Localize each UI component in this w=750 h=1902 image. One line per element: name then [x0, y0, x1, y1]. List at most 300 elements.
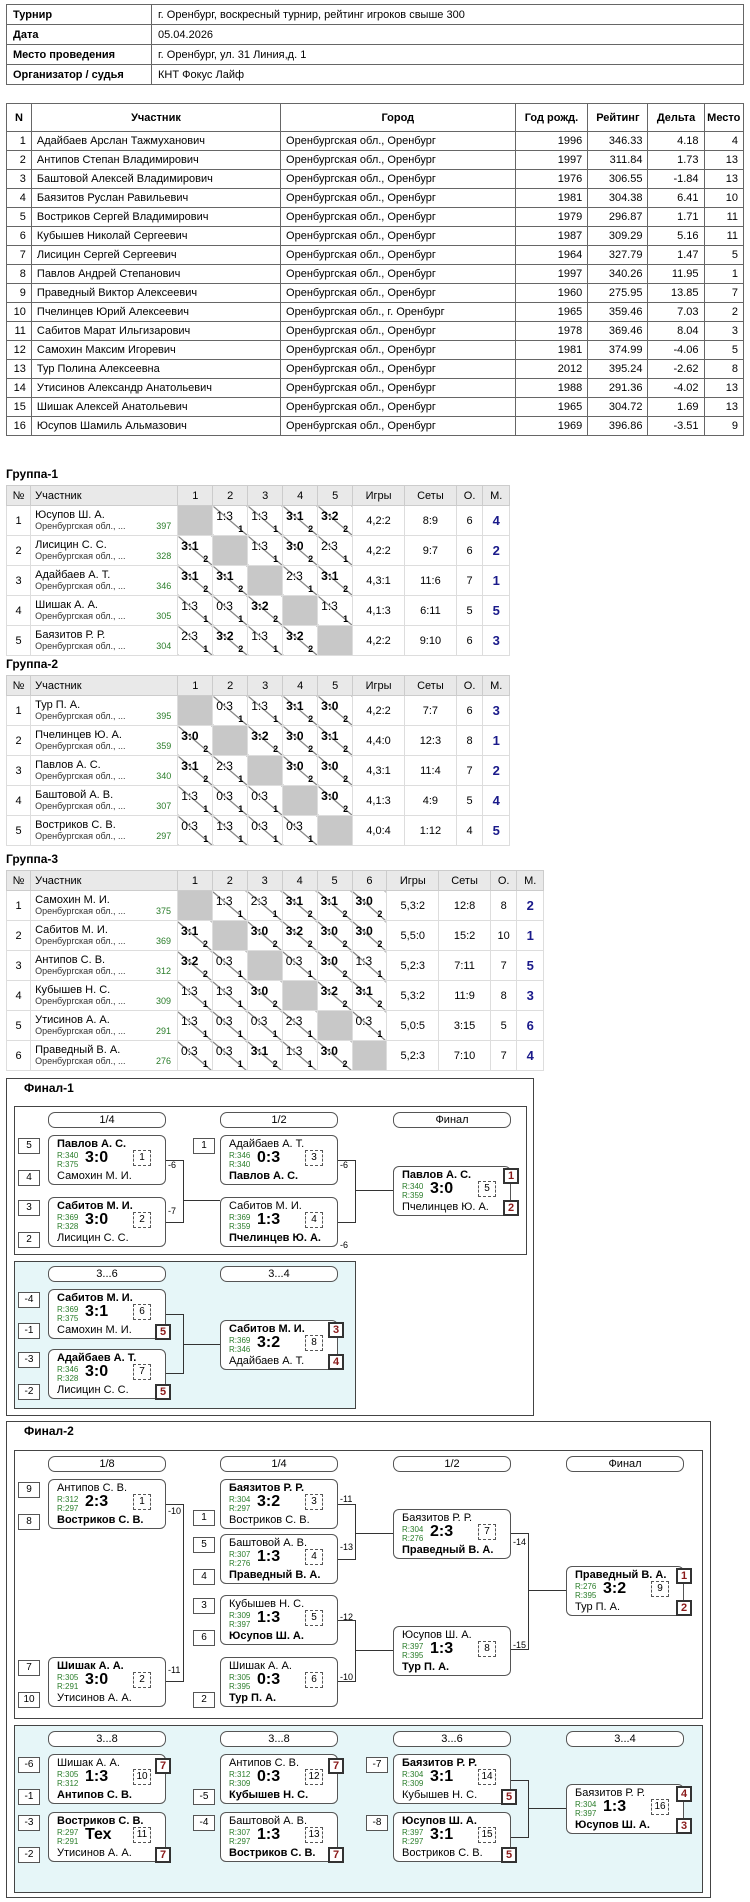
player-cell: Востриков Сергей Владимирович: [31, 208, 280, 227]
group-header-cell: 3: [247, 871, 282, 891]
seed-box: 8: [18, 1514, 40, 1530]
match-player-1: Павлов А. С.: [402, 1169, 472, 1181]
round-header: 1/4: [220, 1456, 338, 1472]
score-points: 2: [377, 939, 383, 949]
group-place: 5: [517, 951, 544, 981]
match-card: [48, 1754, 166, 1804]
group-score-cell: [283, 566, 318, 596]
player-cell: Оренбургская обл., Оренбург: [281, 417, 516, 436]
group-score-cell: [178, 726, 213, 756]
player-cell: 11.95: [648, 265, 704, 284]
match-score: 3:2: [603, 1580, 627, 1597]
score-points: 2: [308, 554, 314, 564]
match-number: 15: [478, 1827, 496, 1843]
player-cell: 1976: [515, 170, 588, 189]
score-text: 3:2: [285, 924, 304, 938]
group-games: 4,3:1: [353, 756, 405, 786]
player-cell: 5: [704, 246, 743, 265]
group-header-cell: 3: [248, 486, 283, 506]
group-row: [7, 1011, 544, 1041]
group-score-cell: [212, 981, 247, 1011]
player-cell: Утисинов Александр Анатольевич: [31, 379, 280, 398]
match-rating-1: R:312: [57, 1495, 79, 1504]
group-header-cell: 6: [352, 871, 387, 891]
group-header-cell: Участник: [31, 486, 178, 506]
group-score-cell: [317, 921, 352, 951]
score-text: 3:1: [286, 699, 304, 713]
group-games: 5,2:3: [387, 951, 439, 981]
player-cell: 1997: [515, 151, 588, 170]
group-header-cell: Участник: [31, 871, 178, 891]
group-games: 4,2:2: [353, 506, 405, 536]
player-cell: 304.38: [588, 189, 648, 208]
bracket-line: [184, 1344, 220, 1345]
group-participant: [31, 536, 178, 566]
match-card: [393, 1166, 511, 1216]
match-player-2: Тур П. А.: [402, 1661, 450, 1673]
player-cell: Оренбургская обл., Оренбург: [281, 341, 516, 360]
group-1-table: [6, 485, 510, 656]
group-participant: [31, 696, 178, 726]
seed-box: 7: [18, 1660, 40, 1676]
loser-ref: -13: [340, 1542, 354, 1552]
place-box: 5: [501, 1789, 517, 1805]
group-header-cell: 4: [282, 871, 317, 891]
player-cell: Оренбургская обл., Оренбург: [281, 246, 516, 265]
seed-box: -5: [193, 1789, 215, 1805]
player-row: [7, 303, 744, 322]
match-rating-2: R:375: [57, 1160, 79, 1169]
player-cell: 12: [7, 341, 32, 360]
score-text: 3:2: [216, 629, 234, 643]
final-2-title: Финал-2: [24, 1424, 74, 1438]
match-score: 2:3: [430, 1523, 454, 1540]
match-card: [393, 1754, 511, 1804]
match-rating-2: R:297: [229, 1504, 251, 1513]
match-card: [220, 1754, 338, 1804]
seed-box: -3: [18, 1352, 40, 1368]
group-cell-self: [283, 596, 318, 626]
match-player-1: Праведный В. А.: [575, 1569, 667, 1581]
round-header: 1/2: [220, 1112, 338, 1128]
player-cell: 1.69: [648, 398, 704, 417]
score-points: 2: [272, 939, 278, 949]
seed-box: -8: [366, 1815, 388, 1831]
score-text: 1:3: [215, 894, 233, 908]
match-rating-1: R:297: [57, 1828, 79, 1837]
participant-city: Оренбургская обл., ...: [35, 580, 126, 591]
player-cell: Адайбаев Арслан Тажмуханович: [31, 132, 280, 151]
group-place: 4: [483, 786, 510, 816]
score-text: 3:2: [251, 599, 269, 613]
match-number: 8: [305, 1335, 323, 1351]
group-header-cell: М.: [483, 676, 510, 696]
match-rating-2: R:340: [229, 1160, 251, 1169]
match-rating-2: R:397: [229, 1620, 251, 1629]
group-sets: 6:11: [404, 596, 456, 626]
score-points: 2: [343, 524, 349, 534]
place-box: 5: [501, 1847, 517, 1863]
match-player-1: Баштовой А. В.: [229, 1815, 308, 1827]
score-points: 1: [308, 584, 314, 594]
player-cell: 1964: [515, 246, 588, 265]
participant-name: Сабитов М. И.: [35, 923, 108, 936]
player-cell: 8: [7, 265, 32, 284]
group-score-cell: [248, 786, 283, 816]
player-cell: 309.29: [588, 227, 648, 246]
match-rating-1: R:304: [229, 1495, 251, 1504]
info-row: [7, 5, 744, 25]
seed-box: -3: [18, 1815, 40, 1831]
player-row: [7, 151, 744, 170]
score-points: 2: [203, 744, 209, 754]
group-header-cell: О.: [456, 676, 483, 696]
player-cell: 13: [7, 360, 32, 379]
match-player-2: Востриков С. В.: [229, 1847, 316, 1859]
player-cell: 2: [7, 151, 32, 170]
score-points: 1: [377, 1029, 383, 1039]
group-place: 3: [517, 981, 544, 1011]
score-text: 3:0: [321, 789, 339, 803]
group-score-cell: [283, 536, 318, 566]
score-points: 2: [203, 584, 209, 594]
player-cell: 1997: [515, 265, 588, 284]
loser-ref: -12: [340, 1612, 354, 1622]
group-score-cell: [213, 786, 248, 816]
participant-city: Оренбургская обл., ...: [35, 995, 126, 1006]
score-text: 2:3: [250, 894, 268, 908]
seed-box: 4: [193, 1569, 215, 1585]
score-points: 1: [238, 834, 244, 844]
player-cell: 359.46: [588, 303, 648, 322]
score-text: 3:1: [286, 509, 304, 523]
match-card: [220, 1197, 338, 1247]
match-player-2: Лисицин С. С.: [57, 1384, 129, 1396]
player-cell: 1: [7, 132, 32, 151]
score-text: 3:0: [320, 924, 338, 938]
group-sets: 9:10: [404, 626, 456, 656]
score-points: 2: [377, 909, 383, 919]
player-cell: Кубышев Николай Сергеевич: [31, 227, 280, 246]
player-row: [7, 246, 744, 265]
match-player-2: Утисинов А. А.: [57, 1692, 132, 1704]
score-points: 1: [203, 644, 209, 654]
match-number: 9: [651, 1581, 669, 1597]
match-score: 3:0: [430, 1180, 454, 1197]
match-number: 16: [651, 1799, 669, 1815]
participant-city: Оренбургская обл., ...: [35, 830, 126, 841]
player-row: [7, 341, 744, 360]
info-row: [7, 65, 744, 85]
group-place: 3: [483, 696, 510, 726]
group-score-cell: [282, 891, 317, 921]
score-points: 1: [202, 1059, 208, 1069]
score-points: 2: [238, 584, 244, 594]
score-text: 1:3: [355, 954, 373, 968]
group-score-cell: [213, 696, 248, 726]
match-rating-1: R:340: [57, 1151, 79, 1160]
score-points: 2: [308, 644, 314, 654]
group-score-cell: [178, 816, 213, 846]
score-points: 1: [203, 834, 209, 844]
player-cell: 4: [7, 189, 32, 208]
player-cell: 8.04: [648, 322, 704, 341]
match-rating-1: R:309: [229, 1611, 251, 1620]
bracket-line: [338, 1620, 356, 1682]
group-row: [7, 921, 544, 951]
seed-box: -4: [193, 1815, 215, 1831]
group-row-number: 5: [7, 816, 31, 846]
match-rating-1: R:397: [402, 1642, 424, 1651]
group-row-number: 5: [7, 626, 31, 656]
group-score-cell: [318, 566, 353, 596]
match-player-1: Шишак А. А.: [57, 1660, 124, 1672]
score-text: 0:3: [216, 789, 233, 803]
group-games: 4,2:2: [353, 626, 405, 656]
bracket-line: [166, 1504, 184, 1682]
score-text: 3:1: [181, 569, 199, 583]
group-participant: [31, 626, 178, 656]
score-points: 2: [272, 1059, 278, 1069]
player-cell: 1965: [515, 303, 588, 322]
player-cell: 10: [7, 303, 32, 322]
score-text: 3:1: [216, 569, 234, 583]
group-score-cell: [282, 921, 317, 951]
match-card: [48, 1289, 166, 1339]
participant-rating: 375: [155, 905, 171, 916]
score-text: 1:3: [251, 629, 268, 643]
match-card: [220, 1812, 338, 1862]
match-player-1: Кубышев Н. С.: [229, 1598, 305, 1610]
bracket-line: [356, 1190, 393, 1191]
score-text: 0:3: [250, 1014, 268, 1028]
bracket-line: [511, 1780, 529, 1838]
match-number: 8: [478, 1641, 496, 1657]
score-text: 1:3: [251, 539, 268, 553]
group-header-cell: Сеты: [404, 486, 456, 506]
group-header-cell: 4: [283, 676, 318, 696]
group-score-cell: [283, 816, 318, 846]
match-player-2: Юсупов Ш. А.: [575, 1819, 650, 1831]
group-points: 8: [490, 981, 516, 1011]
group-row-number: 5: [7, 1011, 31, 1041]
score-text: 0:3: [215, 954, 233, 968]
group-1-title: Группа-1: [6, 467, 59, 481]
group-score-cell: [248, 536, 283, 566]
score-points: 1: [202, 999, 208, 1009]
group-games: 5,3:2: [387, 891, 439, 921]
player-cell: -2.62: [648, 360, 704, 379]
player-cell: 9: [704, 417, 743, 436]
group-2-table: [6, 675, 510, 846]
group-score-cell: [352, 921, 387, 951]
group-score-cell: [213, 626, 248, 656]
info-row: [7, 25, 744, 45]
score-points: 1: [238, 524, 244, 534]
place-box: 7: [155, 1758, 171, 1774]
group-score-cell: [178, 566, 213, 596]
score-points: 1: [273, 804, 279, 814]
group-points: 10: [490, 921, 516, 951]
match-card: [566, 1566, 684, 1616]
participant-rating: 395: [156, 710, 172, 721]
score-points: 1: [377, 969, 383, 979]
group-row-number: 4: [7, 981, 31, 1011]
player-cell: 1978: [515, 322, 588, 341]
participant-rating: 359: [156, 740, 172, 751]
group-row: [7, 566, 510, 596]
group-games: 5,5:0: [387, 921, 439, 951]
score-points: 2: [343, 804, 349, 814]
match-number: 3: [305, 1150, 323, 1166]
group-header-cell: 2: [212, 871, 247, 891]
player-cell: 4.18: [648, 132, 704, 151]
loser-ref: -14: [513, 1537, 527, 1547]
group-score-cell: [247, 1011, 282, 1041]
group-header-cell: Сеты: [439, 871, 491, 891]
group-score-cell: [283, 506, 318, 536]
group-points: 7: [490, 951, 516, 981]
participant-rating: 328: [156, 550, 172, 561]
group-sets: 15:2: [439, 921, 491, 951]
seed-box: 10: [18, 1692, 40, 1708]
group-row: [7, 756, 510, 786]
seed-box: 1: [193, 1138, 215, 1154]
match-player-2: Юсупов Ш. А.: [229, 1630, 304, 1642]
player-cell: Оренбургская обл., Оренбург: [281, 227, 516, 246]
match-number: 3: [305, 1494, 323, 1510]
round-header: 3...6: [48, 1266, 166, 1282]
player-cell: 15: [7, 398, 32, 417]
group-score-cell: [248, 506, 283, 536]
player-cell: Тур Полина Алексеевна: [31, 360, 280, 379]
score-text: 1:3: [321, 599, 338, 613]
players-header-cell: Участник: [31, 104, 280, 132]
group-score-cell: [318, 696, 353, 726]
participant-city: Оренбургская обл., ...: [35, 1055, 126, 1066]
place-box: 5: [155, 1324, 171, 1340]
group-score-cell: [318, 786, 353, 816]
participant-name: Лисицин С. С.: [35, 538, 107, 551]
match-rating-1: R:397: [402, 1828, 424, 1837]
match-number: 14: [478, 1769, 496, 1785]
player-cell: 16: [7, 417, 32, 436]
score-text: 3:2: [320, 984, 338, 998]
participant-city: Оренбургская обл., ...: [35, 610, 126, 621]
group-header-cell: М.: [517, 871, 544, 891]
participant-rating: 369: [155, 935, 171, 946]
match-score: 1:3: [430, 1640, 454, 1657]
score-points: 1: [237, 969, 243, 979]
player-cell: 311.84: [588, 151, 648, 170]
group-row-number: 4: [7, 596, 31, 626]
group-points: 7: [490, 1041, 516, 1071]
player-cell: 1996: [515, 132, 588, 151]
group-sets: 9:7: [404, 536, 456, 566]
seed-box: 1: [193, 1510, 215, 1526]
score-text: 3:0: [321, 699, 339, 713]
score-text: 0:3: [215, 1014, 233, 1028]
info-value: 05.04.2026: [152, 25, 744, 45]
group-points: 8: [490, 891, 516, 921]
match-player-1: Баязитов Р. Р.: [402, 1512, 473, 1524]
bracket-line: [184, 1200, 220, 1201]
score-points: 2: [343, 774, 349, 784]
group-score-cell: [248, 626, 283, 656]
bracket-line: [338, 1160, 356, 1223]
player-row: [7, 170, 744, 189]
score-text: 0:3: [216, 699, 233, 713]
group-games: 4,1:3: [353, 786, 405, 816]
player-cell: 9: [7, 284, 32, 303]
seed-box: 6: [193, 1630, 215, 1646]
player-cell: Оренбургская обл., Оренбург: [281, 360, 516, 379]
player-cell: -1.84: [648, 170, 704, 189]
score-points: 2: [308, 714, 314, 724]
group-cell-self: [248, 756, 283, 786]
group-header-cell: 1: [178, 486, 213, 506]
participant-rating: 340: [156, 770, 172, 781]
match-player-2: Утисинов А. А.: [57, 1847, 132, 1859]
match-rating-2: R:395: [229, 1682, 251, 1691]
bracket-line: [338, 1504, 356, 1560]
participant-rating: 312: [155, 965, 171, 976]
score-points: 1: [343, 614, 349, 624]
info-row: [7, 45, 744, 65]
player-cell: Самохин Максим Игоревич: [31, 341, 280, 360]
participant-city: Оренбургская обл., ...: [35, 935, 126, 946]
final-1-title: Финал-1: [24, 1081, 74, 1095]
score-text: 3:2: [180, 954, 199, 968]
group-sets: 7:11: [439, 951, 491, 981]
player-cell: 13: [704, 170, 743, 189]
score-text: 0:3: [216, 599, 233, 613]
player-cell: 2012: [515, 360, 588, 379]
match-number: 5: [305, 1610, 323, 1626]
score-points: 2: [273, 614, 279, 624]
player-cell: Оренбургская обл., Оренбург: [281, 265, 516, 284]
match-rating-2: R:375: [57, 1314, 79, 1323]
participant-name: Баязитов Р. Р.: [35, 628, 106, 641]
info-key: Турнир: [7, 5, 152, 25]
match-card: [48, 1812, 166, 1862]
match-rating-2: R:291: [57, 1837, 79, 1846]
participant-name: Праведный В. А.: [35, 1043, 121, 1056]
round-header: Финал: [393, 1112, 511, 1128]
match-number: 1: [133, 1494, 151, 1510]
group-score-cell: [248, 696, 283, 726]
match-rating-2: R:276: [229, 1559, 251, 1568]
participant-rating: 304: [156, 640, 172, 651]
player-cell: 11: [704, 208, 743, 227]
loser-ref: -6: [168, 1160, 177, 1170]
group-score-cell: [177, 981, 212, 1011]
score-points: 1: [272, 1029, 278, 1039]
score-points: 2: [377, 999, 383, 1009]
group-sets: 11:4: [404, 756, 456, 786]
participant-name: Пчелинцев Ю. А.: [35, 728, 122, 741]
match-score: 0:3: [257, 1768, 281, 1785]
score-points: 2: [308, 774, 314, 784]
loser-ref: -10: [168, 1506, 182, 1516]
match-player-2: Праведный В. А.: [402, 1544, 494, 1556]
player-cell: 1965: [515, 398, 588, 417]
group-place: 4: [483, 506, 510, 536]
seed-box: 4: [18, 1170, 40, 1186]
score-text: 3:0: [320, 954, 338, 968]
score-points: 1: [202, 1029, 208, 1039]
score-text: 1:3: [180, 984, 198, 998]
